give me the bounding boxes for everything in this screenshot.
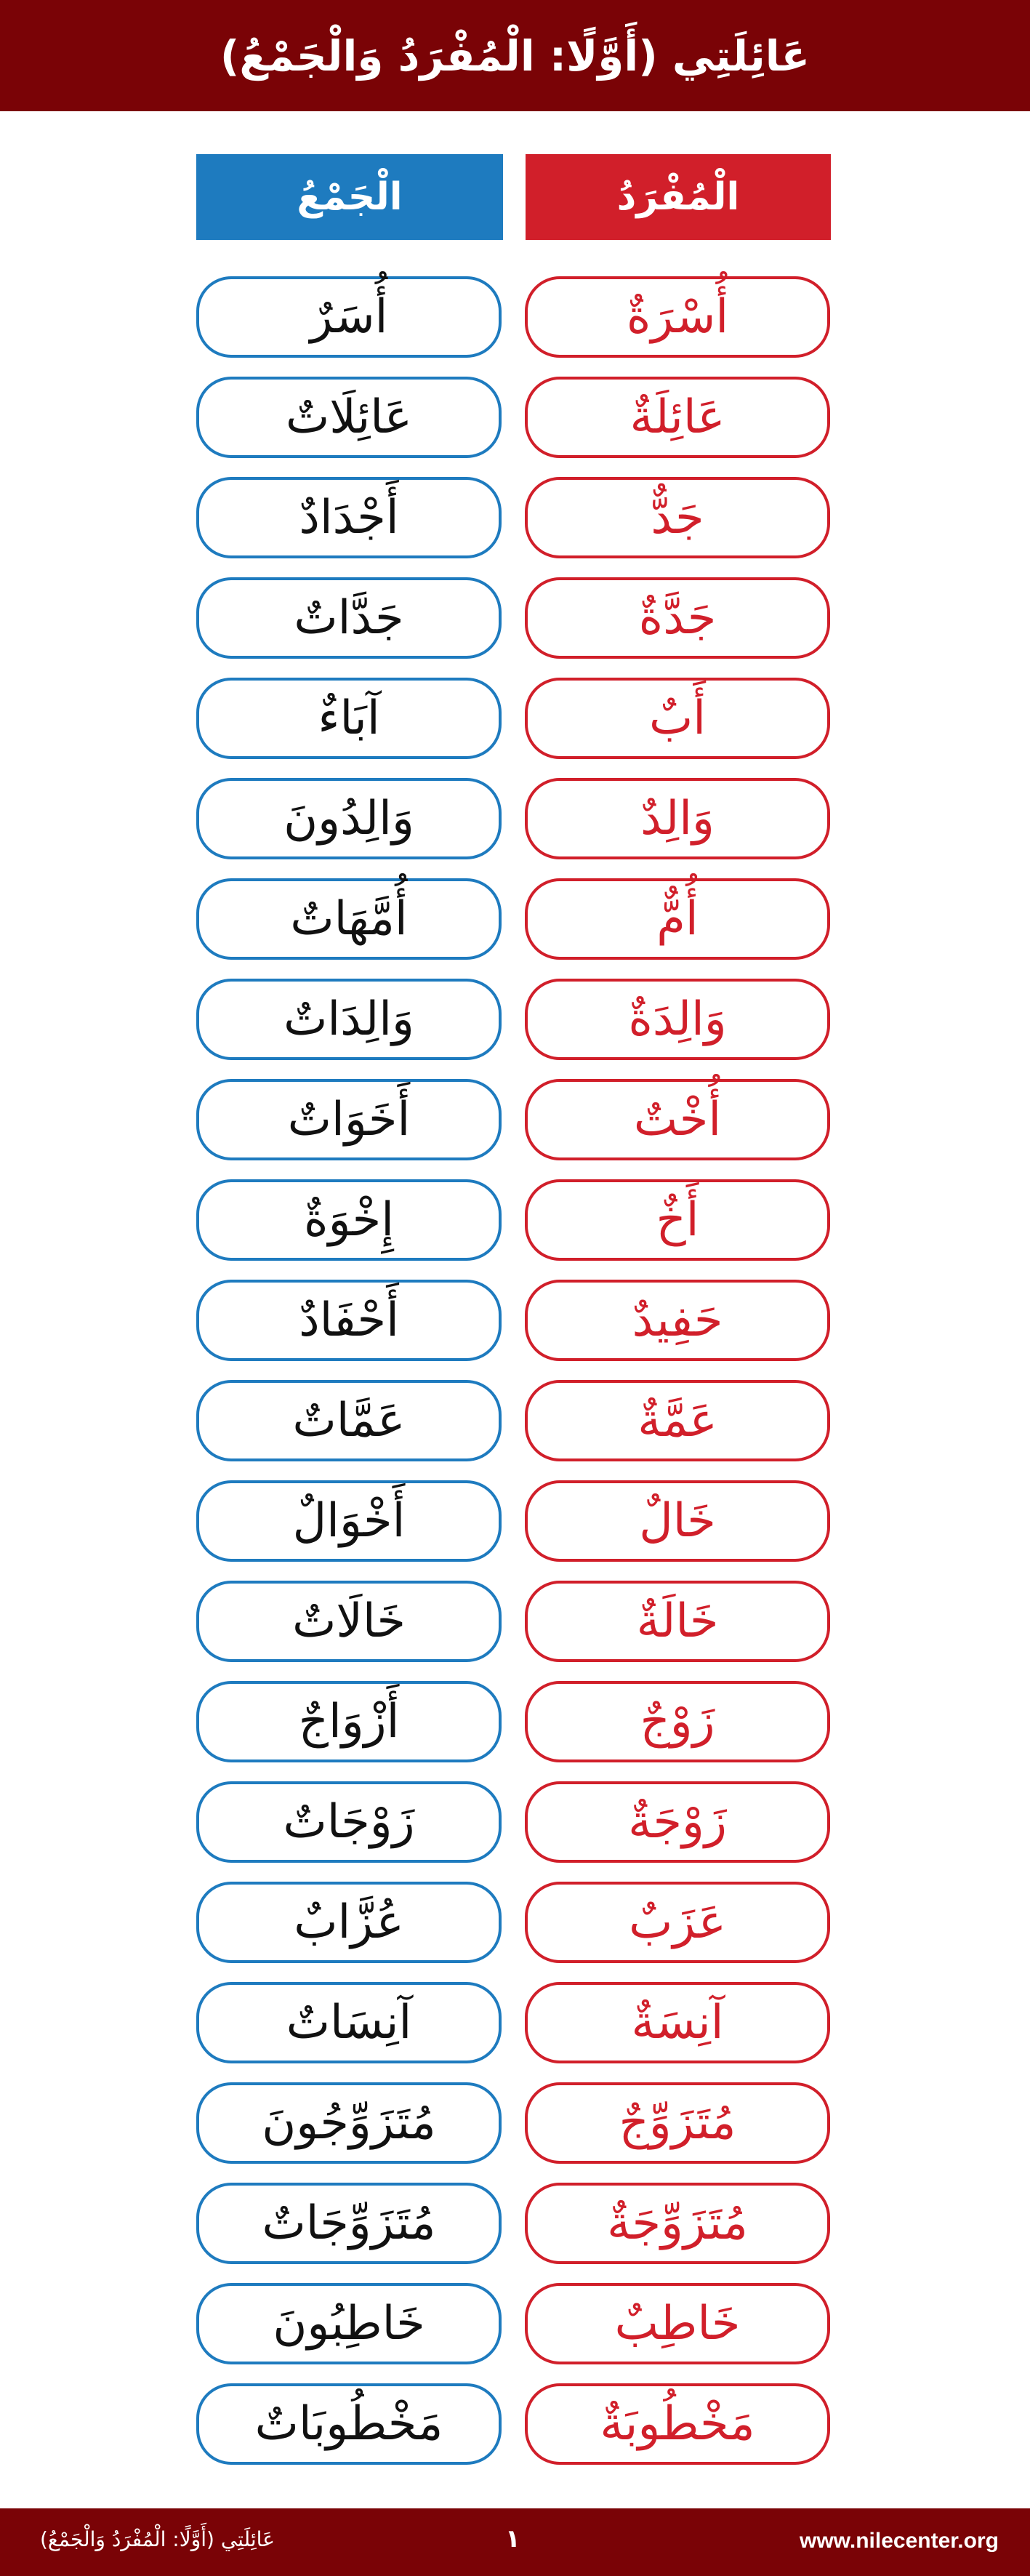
column-header-singular: الْمُفْرَدُ: [526, 154, 831, 240]
singular-word: أَبٌ: [525, 678, 830, 759]
plural-word: زَوْجَاتٌ: [196, 1781, 502, 1863]
singular-word: جَدٌّ: [525, 477, 830, 558]
plural-word: مَخْطُوبَاتٌ: [196, 2383, 502, 2465]
singular-word: أُمٌّ: [525, 878, 830, 960]
singular-word: أُسْرَةٌ: [525, 276, 830, 358]
word-row: [0, 1179, 1030, 1280]
word-row: [0, 778, 1030, 878]
word-row: [0, 1581, 1030, 1681]
footer-title: عَائِلَتِي (أَوَّلًا: الْمُفْرَدُ وَالْجَمْعُ): [40, 2527, 275, 2551]
word-row: [0, 377, 1030, 477]
singular-word: زَوْجٌ: [525, 1681, 830, 1762]
page-footer: [0, 2508, 1030, 2576]
plural-word: آنِسَاتٌ: [196, 1982, 502, 2063]
plural-word: مُتَزَوِّجُونَ: [196, 2082, 502, 2164]
singular-word: مُتَزَوِّجَةٌ: [525, 2183, 830, 2264]
word-row: [0, 1982, 1030, 2082]
word-row: [0, 1781, 1030, 1882]
plural-word: مُتَزَوِّجَاتٌ: [196, 2183, 502, 2264]
singular-word: زَوْجَةٌ: [525, 1781, 830, 1863]
word-list: [0, 276, 1030, 2484]
singular-word: عَائِلَةٌ: [525, 377, 830, 458]
singular-word: آنِسَةٌ: [525, 1982, 830, 2063]
singular-word: عَمَّةٌ: [525, 1380, 830, 1461]
word-row: [0, 678, 1030, 778]
plural-word: خَاطِبُونَ: [196, 2283, 502, 2364]
column-header-plural: الْجَمْعُ: [196, 154, 503, 240]
word-row: [0, 276, 1030, 377]
word-row: [0, 477, 1030, 577]
singular-word: أَخٌ: [525, 1179, 830, 1261]
singular-word: مُتَزَوِّجٌ: [525, 2082, 830, 2164]
word-row: [0, 2383, 1030, 2484]
singular-word: خَالٌ: [525, 1480, 830, 1562]
word-row: [0, 2183, 1030, 2283]
plural-word: عَمَّاتٌ: [196, 1380, 502, 1461]
plural-word: خَالَاتٌ: [196, 1581, 502, 1662]
singular-word: وَالِدٌ: [525, 778, 830, 859]
plural-word: عُزَّابٌ: [196, 1882, 502, 1963]
word-row: [0, 2283, 1030, 2383]
word-row: [0, 1681, 1030, 1781]
word-row: [0, 878, 1030, 979]
page-header: [0, 0, 1030, 111]
plural-word: أَجْدَادٌ: [196, 477, 502, 558]
word-row: [0, 1380, 1030, 1480]
singular-word: أُخْتٌ: [525, 1079, 830, 1160]
singular-word: خَاطِبٌ: [525, 2283, 830, 2364]
plural-word: أَزْوَاجٌ: [196, 1681, 502, 1762]
page-number: ١: [505, 2524, 520, 2553]
word-row: [0, 1882, 1030, 1982]
website-link[interactable]: www.nilecenter.org: [800, 2529, 999, 2553]
plural-word: أُسَرٌ: [196, 276, 502, 358]
plural-word: آبَاءٌ: [196, 678, 502, 759]
singular-word: حَفِيدٌ: [525, 1280, 830, 1361]
word-row: [0, 577, 1030, 678]
singular-word: مَخْطُوبَةٌ: [525, 2383, 830, 2465]
plural-word: وَالِدَاتٌ: [196, 979, 502, 1060]
word-row: [0, 979, 1030, 1079]
singular-word: وَالِدَةٌ: [525, 979, 830, 1060]
plural-word: عَائِلَاتٌ: [196, 377, 502, 458]
singular-word: عَزَبٌ: [525, 1882, 830, 1963]
singular-word: جَدَّةٌ: [525, 577, 830, 659]
plural-word: وَالِدُونَ: [196, 778, 502, 859]
plural-word: جَدَّاتٌ: [196, 577, 502, 659]
plural-word: أُمَّهَاتٌ: [196, 878, 502, 960]
singular-word: خَالَةٌ: [525, 1581, 830, 1662]
plural-word: أَخْوَالٌ: [196, 1480, 502, 1562]
plural-word: أَخَوَاتٌ: [196, 1079, 502, 1160]
plural-word: أَحْفَادٌ: [196, 1280, 502, 1361]
word-row: [0, 2082, 1030, 2183]
plural-word: إِخْوَةٌ: [196, 1179, 502, 1261]
word-row: [0, 1280, 1030, 1380]
word-row: [0, 1480, 1030, 1581]
page-title: عَائِلَتِي (أَوَّلًا: الْمُفْرَدُ وَالْجَمْعُ): [220, 31, 810, 81]
word-row: [0, 1079, 1030, 1179]
